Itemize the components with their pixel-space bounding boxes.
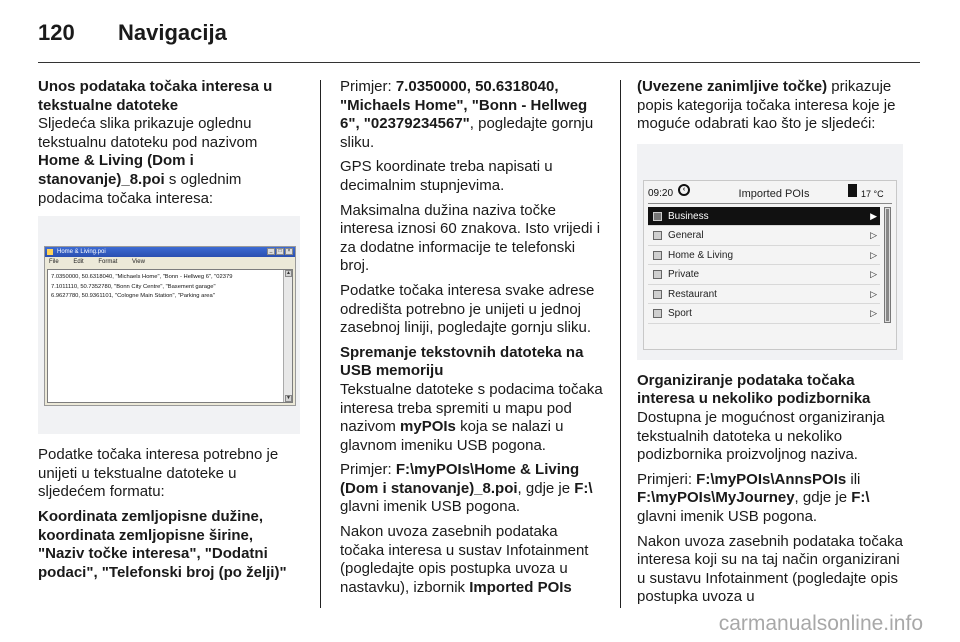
- scrollbar: [283, 270, 292, 402]
- category-icon: [653, 309, 662, 318]
- paragraph: Maksimalna dužina naziva točke interesa iznosi 60 znakova. Isto vrijedi i za dodatne informacije te telefonski broj.: [340, 201, 601, 275]
- window-menubar: [45, 257, 295, 267]
- display-screen: [643, 180, 897, 350]
- column-3: [637, 78, 903, 613]
- column-divider: [620, 80, 621, 608]
- paragraph: Podatke točaka interesa potrebno je unijeti u tekstualne datoteke u sljedećem formatu:: [38, 446, 279, 501]
- paragraph: GPS koordinate treba napisati u decimalnim stupnjevima.: [340, 158, 553, 194]
- close-icon: ×: [285, 248, 293, 255]
- column-1: [38, 78, 300, 588]
- menu-edit: Edit: [73, 259, 84, 266]
- list-item-private: Private ▷: [648, 265, 880, 285]
- category-icon: [653, 270, 662, 279]
- paragraph: Tekstualne datoteke s podacima točaka interesa treba spremiti u mapu pod nazivom myPOIs koja se nalazi u glavnom imeniku USB pogona.: [340, 380, 603, 454]
- section-heading-poi-entry: Unos podataka točaka interesa u tekstualne datoteke: [38, 78, 273, 114]
- menu-file: File: [49, 259, 59, 266]
- page-header: [38, 20, 918, 50]
- screen-divider: [648, 203, 892, 204]
- menu-view: View: [132, 259, 145, 266]
- category-icon: [653, 212, 662, 221]
- section-heading-submenus: Organiziranje podataka točaka interesa u nekoliko podizbornika: [637, 371, 871, 408]
- category-icon: [653, 251, 662, 260]
- page-title: Navigacija: [118, 20, 227, 45]
- figure-infotainment-screen: [637, 144, 903, 360]
- chevron-right-icon: ▷: [870, 230, 877, 241]
- paragraph: Dostupna je mogućnost organiziranja tekstualnih datoteka u nekoliko podizbornika proizvoljnog naziva.: [637, 408, 885, 464]
- chevron-right-icon: ▶: [870, 210, 877, 221]
- paragraph: Sljedeća slika prikazuje oglednu tekstualnu datoteku pod nazivom Home & Living (Dom i stanovanje)_8.poi s oglednim podacima točaka interesa:: [38, 115, 258, 207]
- window-title: Home & Living.poi: [57, 249, 106, 256]
- chevron-right-icon: ▷: [870, 308, 877, 319]
- screen-scrollbar: [884, 207, 891, 323]
- list-item-restaurant: Restaurant ▷: [648, 285, 880, 305]
- back-arrow-icon: ‹: [678, 184, 690, 196]
- column-2: [340, 78, 604, 603]
- menu-format: Format: [98, 259, 118, 266]
- watermark: carmanualsonline.info: [718, 612, 923, 635]
- paragraph: Podatke točaka interesa svake adrese odredišta potrebno je unijeti u jednoj zasebnoj liniji, pogledajte gornju sliku.: [340, 281, 595, 337]
- text-line: 6.9627780, 50.9361101, "Cologne Main Station", "Parking area": [51, 293, 215, 300]
- list-item-business: Business ▶: [648, 207, 880, 227]
- chevron-right-icon: ▷: [870, 269, 877, 280]
- editor-window: [44, 246, 296, 406]
- scroll-up-icon: ▲: [286, 270, 291, 277]
- paragraph: Nakon uvoza zasebnih podataka točaka interesa koji su na taj način organizirani u sustavu Infotainment (pogledajte opis postupka uvoza u: [637, 532, 904, 606]
- list-item-sport: Sport ▷: [648, 304, 880, 324]
- temperature: 17 °C: [861, 188, 884, 199]
- poi-category-list: [648, 207, 880, 324]
- paragraph: Primjer: 7.0350000, 50.6318040, "Michaels Home", "Bonn - Hellweg 6", "02379234567", pogledajte gornju sliku.: [340, 78, 594, 151]
- minimize-icon: _: [267, 248, 275, 255]
- paragraph: Primjeri: F:\myPOIs\AnnsPOIs ili F:\myPOIs\MyJourney, gdje je F:\ glavni imenik USB pogona.: [637, 470, 870, 525]
- paragraph: (Uvezene zanimljive točke) prikazuje popis kategorija točaka interesa koje je moguće odabrati kao što je sljedeći:: [637, 78, 896, 133]
- phone-icon: [848, 184, 857, 197]
- chevron-right-icon: ▷: [870, 288, 877, 299]
- list-item-general: General ▷: [648, 226, 880, 246]
- scroll-down-icon: ▼: [286, 395, 291, 402]
- window-titlebar: [45, 247, 295, 257]
- text-line: 7.0350000, 50.6318040, "Michaels Home", "Bonn - Hellweg 6", "02379: [51, 274, 233, 281]
- column-divider: [320, 80, 321, 608]
- screen-title: Imported POIs: [738, 187, 810, 200]
- maximize-icon: □: [276, 248, 284, 255]
- text-line: 7.1011110, 50.7352780, "Bonn City Centre", "Basement garage": [51, 283, 216, 290]
- notepad-icon: [47, 249, 53, 255]
- paragraph: Primjer: F:\myPOIs\Home & Living (Dom i stanovanje)_8.poi, gdje je F:\ glavni imenik USB pogona.: [340, 461, 593, 516]
- clock: 09:20: [648, 187, 674, 199]
- format-description: Koordinata zemljopisne dužine, koordinata zemljopisne širine, "Naziv točke interesa", "Dodatni podaci", "Telefonski broj (po želji)": [38, 507, 287, 581]
- text-area: [47, 269, 293, 403]
- page-number: 120: [38, 20, 75, 45]
- paragraph: Nakon uvoza zasebnih podataka točaka interesa u sustav Infotainment (pogledajte opis postupka uvoza u nastavku), izbornik Imported POIs: [340, 523, 589, 596]
- header-divider: [38, 62, 920, 63]
- section-heading-usb: Spremanje tekstovnih datoteka na USB memoriju: [340, 343, 584, 380]
- figure-text-file: [38, 216, 300, 434]
- screen-header: [644, 181, 896, 201]
- list-item-home-living: Home & Living ▷: [648, 246, 880, 266]
- category-icon: [653, 231, 662, 240]
- category-icon: [653, 290, 662, 299]
- chevron-right-icon: ▷: [870, 249, 877, 260]
